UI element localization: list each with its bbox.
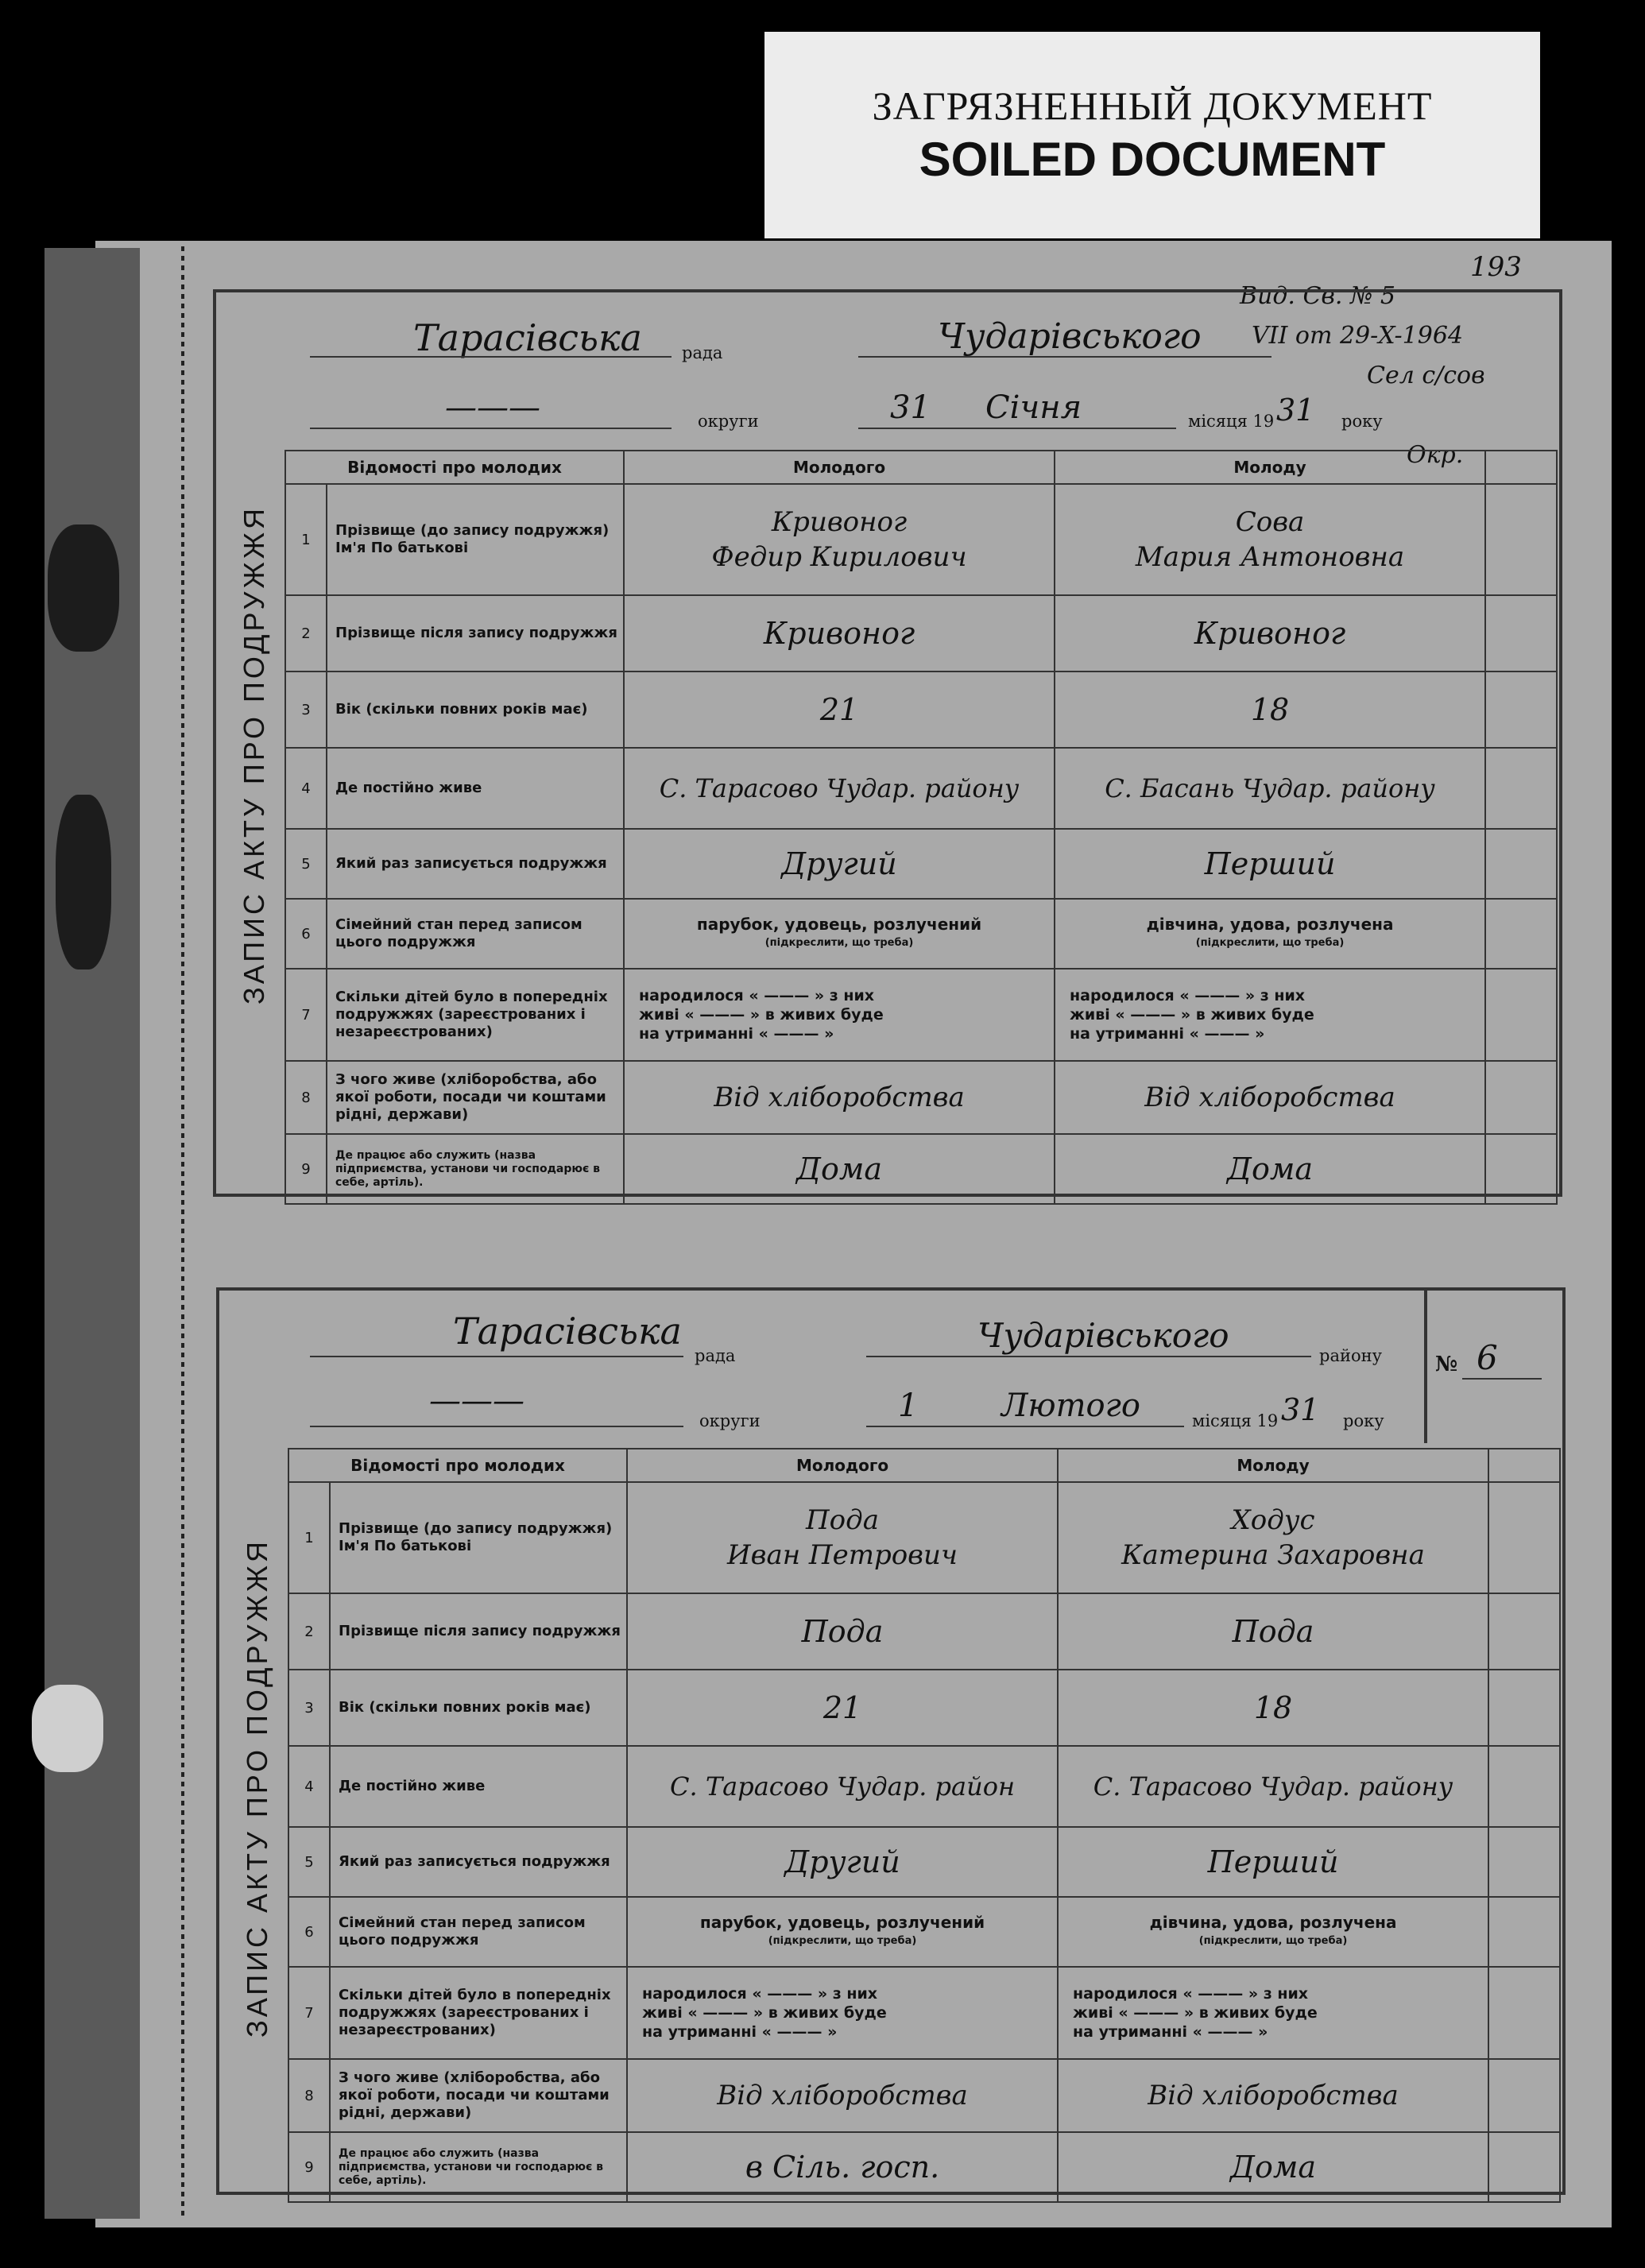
bride-surname-after: Кривоног bbox=[1055, 595, 1485, 671]
groom-surname: Кривоног bbox=[771, 506, 908, 538]
label-rayon: району bbox=[1319, 1346, 1382, 1365]
row-number: 2 bbox=[285, 595, 327, 671]
number-box-divider bbox=[1424, 1291, 1427, 1443]
row-label-residence: Де постійно живе bbox=[327, 748, 624, 829]
row-label-surname-after: Прізвище після запису подружжя bbox=[327, 595, 624, 671]
stain bbox=[48, 524, 119, 652]
status-hint: (підкреслити, що треба) bbox=[1198, 1935, 1348, 1947]
kids-line: живі « ——— » в живих буде bbox=[1070, 1006, 1314, 1024]
underline bbox=[858, 356, 1271, 358]
row-number: 2 bbox=[288, 1593, 330, 1670]
underline bbox=[310, 428, 672, 429]
status-hint: (підкреслити, що треба) bbox=[1195, 937, 1345, 949]
margin-note-1: Вид. Св. № 5 bbox=[1240, 282, 1395, 310]
groom-surname: Пода bbox=[806, 1504, 879, 1536]
groom-marital-status bbox=[624, 899, 1055, 969]
bride-age: 18 bbox=[1055, 671, 1485, 748]
empty-cell bbox=[1488, 1449, 1560, 1482]
kids-line: народилося « ——— » з них bbox=[639, 987, 875, 1004]
bride-children bbox=[1058, 1967, 1488, 2059]
stamp-text-ru: ЗАГРЯЗНЕННЫЙ ДОКУМЕНТ bbox=[872, 83, 1433, 128]
empty-cell bbox=[1485, 748, 1557, 829]
bride-age: 18 bbox=[1058, 1670, 1488, 1746]
bride-residence: С. Басань Чудар. району bbox=[1055, 748, 1485, 829]
empty-cell bbox=[1485, 1061, 1557, 1134]
row-label-name: Прізвище (до запису подружжя) Ім'я По батькові bbox=[330, 1482, 627, 1593]
underline bbox=[1462, 1378, 1542, 1380]
kids-line: живі « ——— » в живих буде bbox=[1073, 2004, 1318, 2022]
row-number: 7 bbox=[285, 969, 327, 1061]
row-label-work: Де працює або служить (назва підприємства, установи чи господарює в себе, артіль). bbox=[330, 2132, 627, 2202]
groom-residence: С. Тарасово Чудар. району bbox=[624, 748, 1055, 829]
kids-line: народилося « ——— » з них bbox=[642, 1985, 878, 2003]
groom-status-options: парубок, удовець, розлучений bbox=[696, 915, 982, 934]
label-rada: рада bbox=[682, 343, 723, 362]
record-2-table bbox=[288, 1448, 1561, 2203]
groom-surname-after: Пода bbox=[627, 1593, 1058, 1670]
row-label-children: Скільки дітей було в попередніх подружжях (зареєстрованих і незареєстрованих) bbox=[327, 969, 624, 1061]
groom-marital-status bbox=[627, 1897, 1058, 1967]
empty-cell bbox=[1488, 1593, 1560, 1670]
underline bbox=[310, 1426, 683, 1427]
bride-status-options: дівчина, удова, розлучена bbox=[1149, 1913, 1397, 1932]
record-2-side-title: ЗАПИС АКТУ ПРО ПОДРУЖЖЯ bbox=[241, 1538, 273, 2038]
row-number: 4 bbox=[285, 748, 327, 829]
groom-income: Від хліборобства bbox=[627, 2059, 1058, 2132]
row-number: 1 bbox=[288, 1482, 330, 1593]
bride-surname: Ходус bbox=[1231, 1504, 1315, 1536]
groom-children bbox=[627, 1967, 1058, 2059]
bride-marital-status bbox=[1058, 1897, 1488, 1967]
record-1-table bbox=[284, 450, 1558, 1205]
empty-cell bbox=[1488, 2059, 1560, 2132]
row-number: 8 bbox=[285, 1061, 327, 1134]
record-2-month: Лютого bbox=[1001, 1388, 1140, 1424]
empty-cell bbox=[1485, 484, 1557, 595]
bride-residence: С. Тарасово Чудар. району bbox=[1058, 1746, 1488, 1827]
empty-cell bbox=[1488, 1482, 1560, 1593]
row-label-name: Прізвище (до запису подружжя) Ім'я По батькові bbox=[327, 484, 624, 595]
groom-income: Від хліборобства bbox=[624, 1061, 1055, 1134]
record-1-month: Січня bbox=[985, 389, 1082, 426]
paper-tab bbox=[32, 1685, 103, 1772]
groom-given-name: Федир Кирилович bbox=[711, 541, 967, 573]
kids-line: на утриманні « ——— » bbox=[642, 2023, 838, 2041]
kids-line: живі « ——— » в живих буде bbox=[639, 1006, 884, 1024]
label-okruhy: округи bbox=[698, 412, 759, 431]
kids-line: народилося « ——— » з них bbox=[1070, 987, 1306, 1004]
row-label-marriage-count: Який раз записується подружжя bbox=[327, 829, 624, 899]
stain bbox=[56, 795, 111, 970]
bride-marriage-count: Перший bbox=[1058, 1827, 1488, 1897]
groom-children bbox=[624, 969, 1055, 1061]
stamp-text-en: SOILED DOCUMENT bbox=[919, 133, 1386, 186]
row-label-work: Де працює або служить (назва підприємства, установи чи господарює в себе, артіль). bbox=[327, 1134, 624, 1204]
label-misyatsia: місяця 19 bbox=[1188, 412, 1275, 431]
bride-name-cell bbox=[1055, 484, 1485, 595]
underline bbox=[866, 1356, 1311, 1357]
row-label-income: З чого живе (хліборобства, або якої роботи, посади чи коштами рідні, держави) bbox=[330, 2059, 627, 2132]
bride-children bbox=[1055, 969, 1485, 1061]
row-label-children: Скільки дітей було в попередніх подружжях (зареєстрованих і незареєстрованих) bbox=[330, 1967, 627, 2059]
row-label-marital-status: Сімейний стан перед записом цього подружжя bbox=[330, 1897, 627, 1967]
margin-note-4: Окр. bbox=[1407, 441, 1464, 469]
groom-residence: С. Тарасово Чудар. район bbox=[627, 1746, 1058, 1827]
underline bbox=[858, 428, 1176, 429]
empty-cell bbox=[1488, 1746, 1560, 1827]
margin-note-3: Сел с/сов bbox=[1367, 362, 1485, 389]
record-1-day: 31 bbox=[890, 389, 931, 426]
bride-work: Дома bbox=[1058, 2132, 1488, 2202]
row-label-marital-status: Сімейний стан перед записом цього подружжя bbox=[327, 899, 624, 969]
label-roku: року bbox=[1343, 1411, 1384, 1430]
row-label-age: Вік (скільки повних років має) bbox=[327, 671, 624, 748]
row-number: 3 bbox=[285, 671, 327, 748]
bride-marriage-count: Перший bbox=[1055, 829, 1485, 899]
record-2-day: 1 bbox=[898, 1388, 919, 1424]
underline bbox=[866, 1426, 1184, 1427]
groom-surname-after: Кривоног bbox=[624, 595, 1055, 671]
empty-cell bbox=[1488, 1827, 1560, 1897]
record-1-year: 31 bbox=[1276, 393, 1315, 428]
groom-marriage-count: Другий bbox=[624, 829, 1055, 899]
soiled-document-stamp bbox=[764, 32, 1540, 238]
underline bbox=[310, 1356, 683, 1357]
row-label-residence: Де постійно живе bbox=[330, 1746, 627, 1827]
row-number: 3 bbox=[288, 1670, 330, 1746]
kids-line: живі « ——— » в живих буде bbox=[642, 2004, 887, 2022]
empty-cell bbox=[1488, 1670, 1560, 1746]
record-2-okruhy-value: ——— bbox=[429, 1383, 524, 1419]
bride-status-options: дівчина, удова, розлучена bbox=[1146, 915, 1394, 934]
label-roku: року bbox=[1341, 412, 1383, 431]
binding-perforation bbox=[181, 246, 184, 2217]
row-number: 5 bbox=[288, 1827, 330, 1897]
kids-line: на утриманні « ——— » bbox=[639, 1025, 834, 1043]
bride-income: Від хліборобства bbox=[1055, 1061, 1485, 1134]
row-label-income: З чого живе (хліборобства, або якої роботи, посади чи коштами рідні, держави) bbox=[327, 1061, 624, 1134]
row-number: 4 bbox=[288, 1746, 330, 1827]
bride-work: Дома bbox=[1055, 1134, 1485, 1204]
bride-given-name: Катерина Захаровна bbox=[1121, 1539, 1425, 1571]
empty-cell bbox=[1485, 899, 1557, 969]
kids-line: на утриманні « ——— » bbox=[1073, 2023, 1268, 2041]
row-number: 1 bbox=[285, 484, 327, 595]
label-number-sign: № bbox=[1435, 1353, 1458, 1376]
table-header-groom: Молодого bbox=[627, 1449, 1058, 1482]
record-1-rada-value: Тарасівська bbox=[413, 316, 642, 359]
kids-line: народилося « ——— » з них bbox=[1073, 1985, 1309, 2003]
row-number: 9 bbox=[285, 1134, 327, 1204]
bride-surname-after: Пода bbox=[1058, 1593, 1488, 1670]
row-label-marriage-count: Який раз записується подружжя bbox=[330, 1827, 627, 1897]
label-misyatsia: місяця 19 bbox=[1192, 1411, 1279, 1430]
page-number: 193 bbox=[1470, 251, 1522, 283]
groom-work: в Сіль. госп. bbox=[627, 2132, 1058, 2202]
groom-work: Дома bbox=[624, 1134, 1055, 1204]
status-hint: (підкреслити, що треба) bbox=[764, 937, 914, 949]
row-number: 6 bbox=[288, 1897, 330, 1967]
empty-cell bbox=[1485, 451, 1557, 484]
groom-name-cell bbox=[627, 1482, 1058, 1593]
record-2-number: 6 bbox=[1477, 1338, 1498, 1377]
table-header-info: Відомості про молодих bbox=[285, 451, 624, 484]
empty-cell bbox=[1485, 671, 1557, 748]
status-hint: (підкреслити, що треба) bbox=[768, 1935, 917, 1947]
empty-cell bbox=[1488, 2132, 1560, 2202]
table-header-groom: Молодого bbox=[624, 451, 1055, 484]
record-1-rayon-value: Чударівського bbox=[938, 316, 1202, 357]
record-1-okruhy-value: ——— bbox=[445, 389, 540, 426]
record-2-rayon-value: Чударівського bbox=[977, 1316, 1229, 1355]
row-number: 5 bbox=[285, 829, 327, 899]
label-okruhy: округи bbox=[699, 1411, 761, 1430]
bride-given-name: Мария Антоновна bbox=[1135, 541, 1405, 573]
row-label-surname-after: Прізвище після запису подружжя bbox=[330, 1593, 627, 1670]
label-rada: рада bbox=[695, 1346, 736, 1365]
bride-surname: Сова bbox=[1235, 506, 1305, 538]
empty-cell bbox=[1485, 595, 1557, 671]
record-2-rada-value: Тарасівська bbox=[453, 1310, 682, 1353]
empty-cell bbox=[1485, 1134, 1557, 1204]
groom-age: 21 bbox=[624, 671, 1055, 748]
groom-age: 21 bbox=[627, 1670, 1058, 1746]
row-label-age: Вік (скільки повних років має) bbox=[330, 1670, 627, 1746]
record-1-side-title: ЗАПИС АКТУ ПРО ПОДРУЖЖЯ bbox=[238, 505, 270, 1005]
groom-given-name: Иван Петрович bbox=[727, 1539, 958, 1571]
row-number: 9 bbox=[288, 2132, 330, 2202]
groom-name-cell bbox=[624, 484, 1055, 595]
margin-note-2: VII от 29-X-1964 bbox=[1252, 322, 1464, 350]
bride-name-cell bbox=[1058, 1482, 1488, 1593]
row-number: 7 bbox=[288, 1967, 330, 2059]
groom-marriage-count: Другий bbox=[627, 1827, 1058, 1897]
kids-line: на утриманні « ——— » bbox=[1070, 1025, 1265, 1043]
record-2-year: 31 bbox=[1281, 1392, 1320, 1427]
groom-status-options: парубок, удовець, розлучений bbox=[699, 1913, 985, 1932]
empty-cell bbox=[1488, 1897, 1560, 1967]
underline bbox=[310, 356, 672, 358]
table-header-bride: Молоду bbox=[1055, 451, 1485, 484]
row-number: 6 bbox=[285, 899, 327, 969]
bride-income: Від хліборобства bbox=[1058, 2059, 1488, 2132]
empty-cell bbox=[1488, 1967, 1560, 2059]
bride-marital-status bbox=[1055, 899, 1485, 969]
empty-cell bbox=[1485, 969, 1557, 1061]
empty-cell bbox=[1485, 829, 1557, 899]
row-number: 8 bbox=[288, 2059, 330, 2132]
table-header-info: Відомості про молодих bbox=[288, 1449, 627, 1482]
table-header-bride: Молоду bbox=[1058, 1449, 1488, 1482]
